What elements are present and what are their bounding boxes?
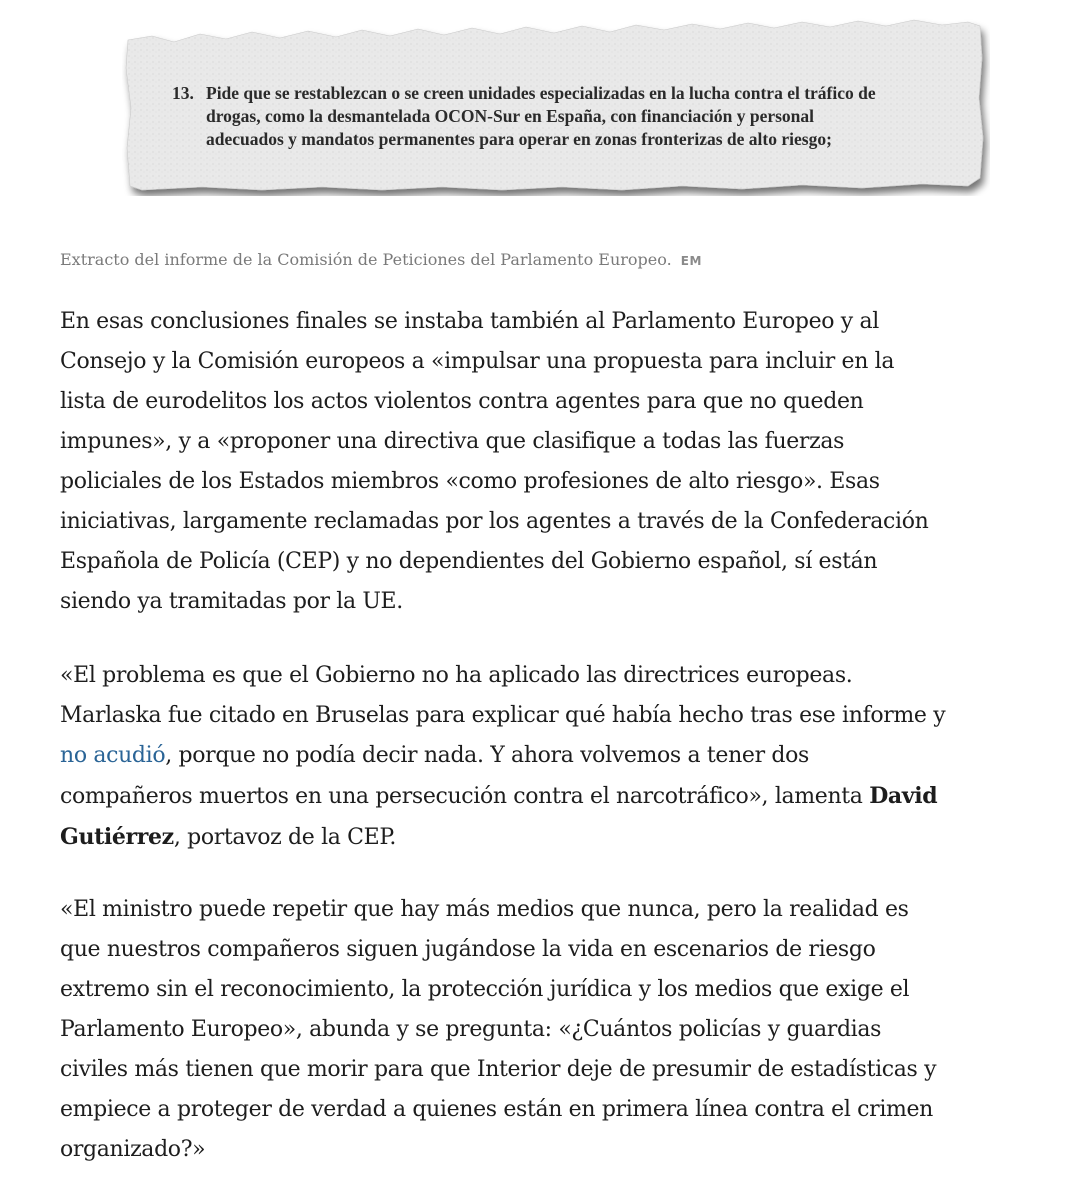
paragraph-line: Marlaska fue citado en Bruselas para explicar qué había hecho tras ese informe y: [60, 703, 946, 728]
document-clipping-image: [122, 18, 990, 196]
paragraph-text: , porque no podía decir nada. Y ahora volvemos a tener dos: [165, 743, 809, 768]
clipping-line: drogas, como la desmantelada OCON-Sur en España, con financiación y personal: [206, 106, 815, 126]
paragraph-line: «El problema es que el Gobierno no ha aplicado las directrices europeas.: [60, 663, 853, 688]
paragraph-line: civiles más tienen que morir para que Interior deje de presumir de estadísticas y: [60, 1057, 937, 1082]
clipping-item-number: 13.: [172, 83, 194, 103]
article-paragraph-3: [60, 890, 1050, 1170]
clipping-line: adecuados y mandatos permanentes para operar en zonas fronterizas de alto riesgo;: [206, 129, 832, 149]
image-caption: [60, 250, 702, 269]
paragraph-line: [60, 776, 1050, 817]
paragraph-line: extremo sin el reconocimiento, la protección jurídica y los medios que exige el: [60, 977, 910, 1002]
paragraph-line: En esas conclusiones finales se instaba también al Parlamento Europeo y al: [60, 309, 879, 334]
article-paragraph-2: [60, 656, 1050, 858]
paragraph-line: impunes», y a «proponer una directiva que clasifique a todas las fuerzas: [60, 429, 845, 454]
clipping-line: Pide que se restablezcan o se creen unidades especializadas en la lucha contra el tráfico de: [206, 83, 876, 103]
paragraph-line: siendo ya tramitadas por la UE.: [60, 589, 403, 614]
paragraph-line: «El ministro puede repetir que hay más medios que nunca, pero la realidad es: [60, 897, 909, 922]
no-acudio-link[interactable]: no acudió: [60, 743, 166, 768]
paragraph-line: lista de eurodelitos los actos violentos contra agentes para que no queden: [60, 389, 864, 414]
paragraph-line: [60, 736, 1050, 776]
speaker-name: David: [869, 783, 938, 809]
paragraph-line: empiece a proteger de verdad a quienes están en primera línea contra el crimen: [60, 1097, 934, 1122]
paragraph-line: iniciativas, largamente reclamadas por los agentes a través de la Confederación: [60, 509, 929, 534]
caption-text: Extracto del informe de la Comisión de Peticiones del Parlamento Europeo.: [60, 250, 672, 269]
paragraph-text: , portavoz de la CEP.: [173, 825, 396, 850]
paragraph-line: que nuestros compañeros siguen jugándose la vida en escenarios de riesgo: [60, 937, 876, 962]
paragraph-text: compañeros muertos en una persecución contra el narcotráfico», lamenta: [60, 784, 870, 809]
paragraph-line: Española de Policía (CEP) y no dependientes del Gobierno español, sí están: [60, 549, 878, 574]
paragraph-line: policiales de los Estados miembros «como profesiones de alto riesgo». Esas: [60, 469, 880, 494]
paragraph-line: organizado?»: [60, 1137, 206, 1162]
paragraph-line: [60, 817, 1050, 858]
speaker-surname: Gutiérrez: [60, 824, 174, 850]
paragraph-line: Parlamento Europeo», abunda y se pregunta: «¿Cuántos policías y guardias: [60, 1017, 882, 1042]
article-paragraph-1: [60, 302, 1050, 622]
paragraph-line: Consejo y la Comisión europeos a «impulsar una propuesta para incluir en la: [60, 349, 895, 374]
caption-credit: EM: [680, 254, 702, 268]
clipping-text: [172, 82, 962, 151]
